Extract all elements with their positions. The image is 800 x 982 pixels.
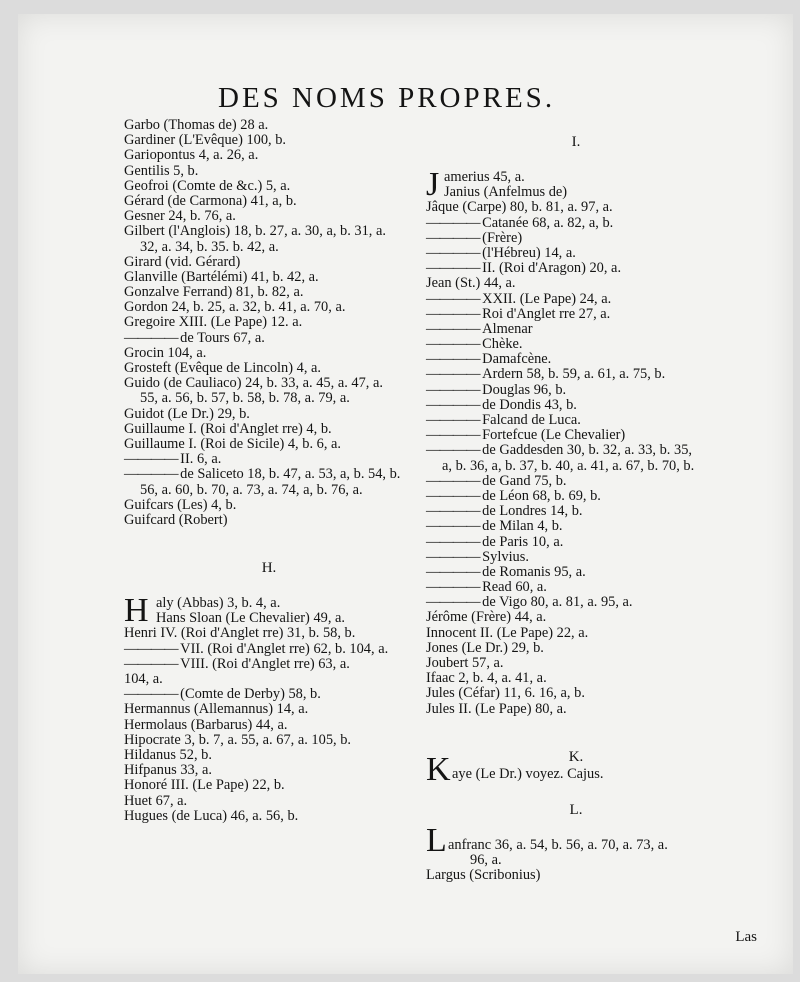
section-heading-l: L. [569,801,583,818]
index-entry: Hermannus (Allemannus) 14, a. [124,701,309,718]
entries-g [124,118,414,528]
index-entry: Guidot (Le Dr.) 29, b. [124,405,250,422]
index-entry-dash: ———— Ardern 58, b. 59, a. 61, a. 75, b. [426,367,726,382]
index-entry-continuation: 55, a. 56, b. 57, b. 58, b. 78, a. 79, a. [140,390,350,407]
index-entry-dash: ———— de Dondis 43, b. [426,398,726,413]
index-entry-text: amerius 45, a. [444,169,525,185]
index-entry: Innocent II. (Le Pape) 22, a. [426,624,589,641]
section-gap [426,717,726,747]
index-entry: Glanville (Bartélémi) 41, b. 42, a. [124,268,319,285]
index-entry-dash: ———— Damafcène. [426,352,726,367]
index-entry: Largus (Scribonius) [426,867,541,884]
index-entry-dash: ———— de Saliceto 18, b. 47, a. 53, a, b. 54, b. [124,467,414,482]
index-entry-dash: ———— de Londres 14, b. [426,504,726,519]
index-entry: Jules (Céfar) 11, 6. 16, a, b. [426,685,585,702]
index-entry: Gilbert (l'Anglois) 18, b. 27, a. 30, a, b. 31, a. [124,223,386,240]
index-entry: Ifaac 2, b. 4, a. 41, a. [426,670,547,687]
index-entry-dash: ———— VII. (Roi d'Anglet rre) 62, b. 104, a. [124,642,414,657]
index-entry-dash: ———— II. 6, a. [124,452,414,467]
index-entry: Gérard (de Carmona) 41, a, b. [124,192,297,209]
index-entry: Joubert 57, a. [426,655,504,671]
index-entry-text: aly (Abbas) 3, b. 4, a. [156,595,281,612]
index-entry: Jules II. (Le Pape) 80, a. [426,700,567,717]
index-entry: Huet 67, a. [124,792,188,809]
index-entry: Hermolaus (Barbarus) 44, a. [124,716,288,733]
index-entry-text: aye (Le Dr.) voyez. Cajus. [452,765,604,782]
index-entry: Honoré III. (Le Pape) 22, b. [124,777,285,794]
entries-h [124,592,414,824]
left-column [124,118,414,824]
index-entry-dash: ———— (l'Hébreu) 14, a. [426,246,726,261]
page-header: DES NOMS PROPRES. [218,82,556,114]
index-entry: Hipocrate 3, b. 7, a. 55, a. 67, a. 105, b. [124,731,351,748]
section-gap [426,820,726,838]
index-entry-text: anfranc 36, a. 54, b. 56, a. 70, a. 73, a. [448,836,668,853]
index-entry-dropcap [426,750,726,788]
index-entry-dash: ———— VIII. (Roi d'Anglet rre) 63, a. [124,657,414,672]
index-entry-continuation: 56, a. 60, b. 70, a. 73, a. 74, a, b. 76, a. [140,481,363,498]
section-gap [426,152,726,170]
index-entry-dash: ———— Roi d'Anglet rre 27, a. [426,307,726,322]
index-entry: Grocin 104, a. [124,344,207,361]
index-entry: Guillaume I. (Roi de Sicile) 4, b. 6, a. [124,435,342,452]
index-entry-continuation: 96, a. [470,852,502,869]
index-entry: Guido (de Cauliaco) 24, b. 33, a. 45, a. 47, a. [124,375,383,392]
index-entry-dash: ———— Falcand de Luca. [426,413,726,428]
index-entry-dash: ———— Read 60, a. [426,580,726,595]
index-entry-dash: ———— de Tours 67, a. [124,331,414,346]
index-entry-dash: ———— Sylvius. [426,550,726,565]
index-entry: Grosteft (Evêque de Lincoln) 4, a. [124,360,321,376]
index-entry: Geofroi (Comte de &c.) 5, a. [124,177,291,194]
index-entry: Girard (vid. Gérard) [124,253,241,270]
index-entry: Hugues (de Luca) 46, a. 56, b. [124,807,299,824]
index-entry: Gregoire XIII. (Le Pape) 12. a. [124,314,303,331]
index-entry: Guifcard (Robert) [124,511,228,528]
section-heading-i: I. [571,134,581,150]
index-entry-dash: ———— Fortefcue (Le Chevalier) [426,428,726,443]
index-entry: Guillaume I. (Roi d'Anglet rre) 4, b. [124,420,332,437]
index-entry-dropcap [426,821,726,859]
index-entry-continuation: 32, a. 34, b. 35. b. 42, a. [140,238,279,255]
index-entry: Gordon 24, b. 25, a. 32, b. 41, a. 70, a. [124,299,346,316]
index-entry: Jean (St.) 44, a. [426,275,516,292]
index-entry: Jones (Le Dr.) 29, b. [426,639,544,656]
section-gap [426,782,726,800]
index-entry: Hifpanus 33, a. [124,762,212,779]
drop-cap-letter: K [426,750,451,788]
index-entry: Jâque (Carpe) 80, b. 81, a. 97, a. [426,199,613,216]
right-column [426,118,726,884]
index-entry: Hildanus 52, b. [124,746,212,763]
index-entry-dash: ———— Catanée 68, a. 82, a, b. [426,216,726,231]
index-entry-dash: ———— Chèke. [426,337,726,352]
index-entry-continuation: 104, a. [124,671,163,687]
index-entry: Henri IV. (Roi d'Anglet rre) 31, b. 58, b. [124,625,356,642]
section-heading-k: K. [568,748,584,765]
drop-cap-letter: H [124,592,149,630]
index-entry: Garbo (Thomas de) 28 a. [124,117,269,133]
index-entry-dash: ———— de Romanis 95, a. [426,565,726,580]
index-entry-dash: ———— de Gaddesden 30, b. 32, a. 33, b. 35, [426,443,726,458]
index-entry-dash: ———— (Comte de Derby) 58, b. [124,687,414,702]
index-entry-continuation: a, b. 36, a, b. 37, b. 40, a. 41, a. 67, b. 70, b. [442,457,695,474]
page-sheet [18,14,793,974]
index-entry: Gariopontus 4, a. 26, a. [124,147,259,164]
index-entry: Guifcars (Les) 4, b. [124,496,237,513]
section-heading-h: H. [261,560,277,577]
index-entry: Hans Sloan (Le Chevalier) 49, a. [156,610,346,627]
index-entry-dash: ———— de Léon 68, b. 69, b. [426,489,726,504]
index-entry-dash: ———— II. (Roi d'Aragon) 20, a. [426,261,726,276]
index-entry: Janius (Anfelmus de) [444,184,568,201]
drop-cap-letter: J [426,166,440,203]
index-entry-dash: ———— de Milan 4, b. [426,519,726,534]
index-entry: Gesner 24, b. 76, a. [124,208,236,225]
catchword: Las [735,929,757,945]
index-entry-dash: ———— Douglas 96, b. [426,383,726,398]
drop-cap-letter: L [426,821,447,859]
index-entry-dash: ———— Almenar [426,322,726,337]
index-entry: Gentilis 5, b. [124,162,199,179]
index-entry-dash: ———— de Paris 10, a. [426,535,726,550]
index-entry-dash: ———— XXII. (Le Pape) 24, a. [426,292,726,307]
index-entry-dash: ———— de Vigo 80, a. 81, a. 95, a. [426,595,726,610]
section-gap [124,578,414,596]
section-gap [124,528,414,558]
index-entry: Gardiner (L'Evêque) 100, b. [124,132,287,149]
index-entry-dash: ———— (Frère) [426,231,726,246]
index-entry-dash: ———— de Gand 75, b. [426,474,726,489]
index-entry: Gonzalve Ferrand) 81, b. 82, a. [124,284,304,301]
index-entry: Jérôme (Frère) 44, a. [426,609,547,626]
